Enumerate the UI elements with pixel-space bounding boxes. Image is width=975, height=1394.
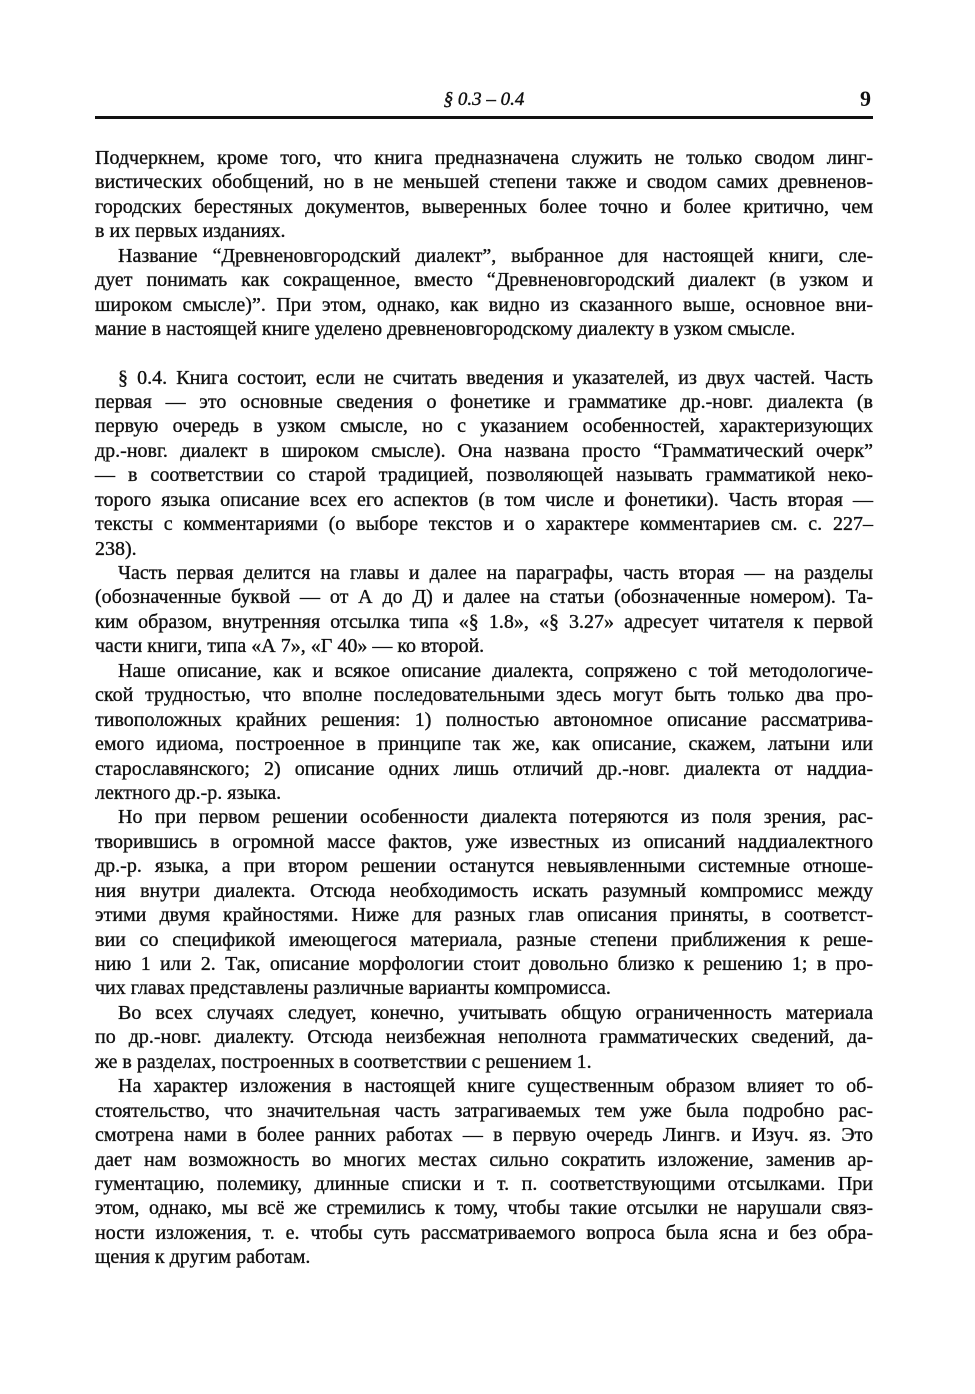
text-line: тексты с комментариями (о выборе текстов и о характере комментариев см. с. 227– (95, 513, 873, 536)
page-number: 9 (860, 86, 871, 111)
text-line: этом, однако, мы всё же стремились к тому, чтобы такие отсылки не нарушали связ- (95, 1197, 873, 1220)
text-line: лектного др.-р. языка. (95, 781, 282, 804)
text-line: вии со спецификой имеющегося материала, разные степени приближения к реше- (95, 928, 873, 951)
text-line: смотрена нами в более ранних работах — в первую очередь Лингв. и Изуч. яз. Это (95, 1124, 873, 1147)
text-line: ния внутри диалекта. Отсюда необходимость искать разумный компромисс между (95, 879, 873, 902)
text-line: торого языка описание всех его аспектов (в том числе и фонетики). Часть вторая — (95, 488, 873, 511)
text-line: Подчеркнем, кроме того, что книга предназначена служить не только сводом линг- (95, 147, 873, 169)
text-line: первая — это основные сведения о фонетике и грамматике др.-новг. диалекта (в (95, 390, 873, 413)
text-line: нию 1 или 2. Так, описание морфологии стоит довольно близко к решению 1; в про- (95, 953, 873, 975)
text-line: Наше описание, как и всякое описание диалекта, сопряжено с той методологиче- (118, 659, 873, 682)
paragraph (95, 146, 873, 244)
text-line: Часть первая делится на главы и далее на параграфы, часть вторая — на разделы (118, 562, 873, 584)
text-line: гументацию, полемику, длинные списки и т. п. соответствующими отсылками. При (95, 1172, 873, 1195)
text-line: вистических обобщений, но в не меньшей степени также и сводом самих древненов- (95, 171, 873, 194)
text-line: мание в настоящей книге уделено древненовгородскому диалекту в узком смысле. (95, 318, 796, 341)
text-line: Название “Древненовгородский диалект”, выбранное для настоящей книги, сле- (118, 244, 873, 267)
paragraph (95, 561, 873, 659)
text-line: 238). (95, 537, 137, 560)
text-line: городских берестяных документов, выверенных более точно и более критично, чем (95, 195, 873, 218)
text-line: др.-новг. диалект в широком смысле). Она названа просто “Грамматический очерк” (95, 439, 873, 462)
text-line: по др.-новг. диалекту. Отсюда неизбежная неполнота грамматических сведений, да- (95, 1026, 873, 1049)
text-line: щения к другим работам. (95, 1246, 311, 1269)
text-line: Во всех случаях следует, конечно, учитывать общую ограниченность материала (118, 1001, 873, 1024)
page-body (95, 146, 873, 1270)
paragraph (95, 805, 873, 1001)
text-line: первую очередь в узком смысле, но с указанием особенностей, характеризующих (95, 415, 873, 438)
text-line: — в соответствии со старой традицией, позволяющей называть грамматикой неко- (95, 464, 873, 487)
text-line: емого идиома, построенное в принципе так же, как описание, скажем, латыни или (95, 733, 873, 756)
text-line: этими двумя крайностями. Ниже для разных глав описания приняты, в соответст- (95, 904, 873, 927)
paragraph (95, 1001, 873, 1074)
text-line: широком смысле)”. При этом, однако, как видно из сказанного выше, основное вни- (95, 293, 873, 316)
text-line: старославянского; 2) описание одних лишь отличий др.-новг. диалекта от наддиа- (95, 757, 873, 780)
paragraph (95, 659, 873, 806)
text-line: стоятельство, что значительная часть затрагиваемых тем уже была подробно рас- (95, 1099, 873, 1122)
paragraph (95, 244, 873, 342)
running-head: § 0.3 – 0.4 (443, 89, 525, 110)
text-line: ности изложения, т. е. чтобы суть рассматриваемого вопроса была ясна и без обра- (95, 1221, 873, 1244)
text-line: (обозначенные буквой — от А до Д) и далее на статьи (обозначенные номером). Та- (95, 586, 873, 609)
text-line: чих главах представлены различные варианты компромисса. (95, 977, 611, 1000)
paragraph (95, 366, 873, 562)
text-line: Но при первом решении особенности диалекта потеряются из поля зрения, рас- (118, 806, 873, 829)
text-line: же в разделах, построенных в соответствии с решением 1. (95, 1050, 592, 1073)
text-line: части книги, типа «А 7», «Г 40» — ко второй. (95, 635, 485, 658)
text-line: дает нам возможность во многих местах сильно сократить изложение, заменив ар- (95, 1148, 873, 1171)
text-line: На характер изложения в настоящей книге существенным образом влияет то об- (118, 1075, 873, 1098)
text-line: ким образом, внутренняя отсылка типа «§ 1.8», «§ 3.27» адресует читателя к первой (95, 610, 873, 633)
text-line: др.-р. языка, а при втором решении останутся невыявленными системные отноше- (95, 855, 873, 878)
text-line: § 0.4. Книга состоит, если не считать введения и указателей, из двух частей. Часть (118, 366, 873, 389)
text-line: тивоположных крайних решения: 1) полностью автономное описание рассматрива- (95, 708, 873, 731)
text-line: дует понимать как сокращенное, вместо “Древненовгородский диалект (в узком и (95, 269, 873, 292)
page-header (95, 86, 873, 119)
text-line: творившись в огромной массе фактов, уже известных из описаний наддиалектного (95, 830, 873, 853)
paragraph (95, 1074, 873, 1270)
text-line: в их первых изданиях. (95, 220, 286, 243)
text-line: ской трудностью, что вполне последовательными здесь могут быть только два про- (95, 684, 873, 707)
